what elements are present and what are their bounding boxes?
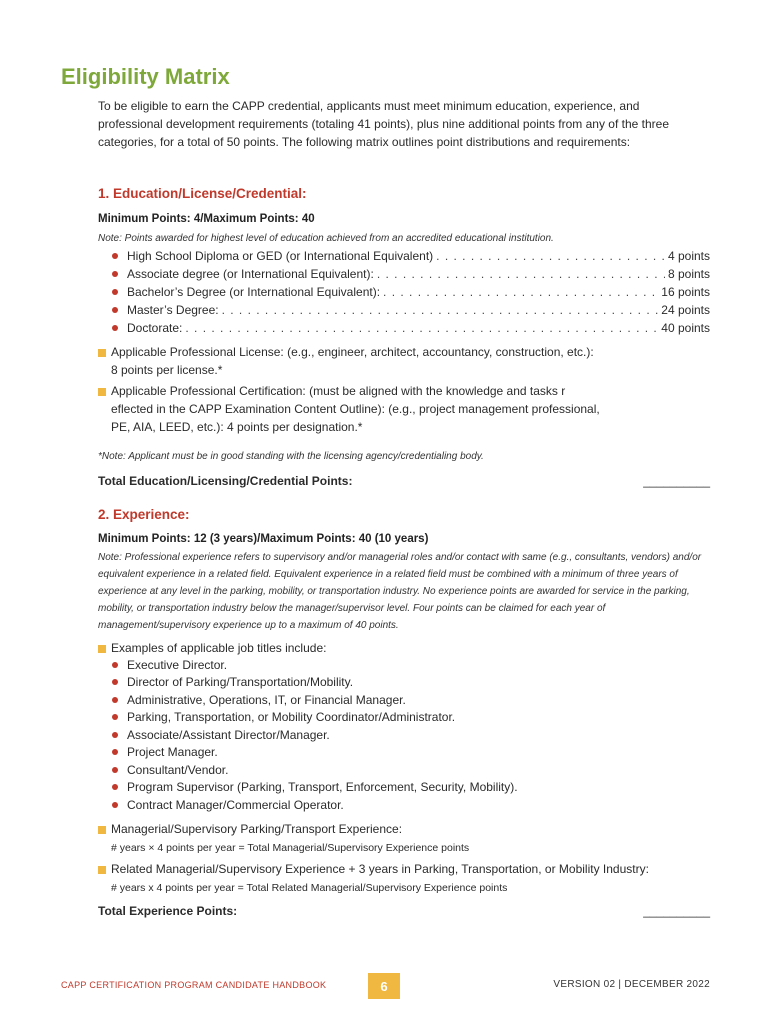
bullet-icon (112, 679, 118, 685)
list-item (112, 744, 518, 762)
list-item (112, 761, 518, 779)
bullet-icon (112, 784, 118, 790)
bullet-icon (112, 271, 118, 277)
list-item (112, 283, 710, 301)
item-label: Doctorate: (127, 321, 183, 335)
managerial-text (111, 820, 691, 857)
license-text (111, 343, 691, 379)
job-title: Administrative, Operations, IT, or Financial Manager. (127, 692, 406, 707)
page-title: Eligibility Matrix (61, 64, 230, 89)
item-points: 40 points (661, 321, 710, 335)
job-title: Project Manager. (127, 745, 218, 760)
bullet-icon (112, 662, 118, 668)
dot-leader (383, 285, 658, 299)
list-item (112, 265, 710, 283)
job-title: Contract Manager/Commercial Operator. (127, 797, 344, 812)
item-label: Master’s Degree: (127, 303, 219, 317)
examples-label: Examples of applicable job titles include: (111, 641, 327, 655)
footer-version: VERSION 02 | DECEMBER 2022 (553, 979, 710, 990)
dot-leader (436, 249, 665, 263)
list-item (112, 319, 710, 337)
experience-note: Note: Professional experience refers to supervisory and/or managerial roles and/or contact with same (e.g., consultants, vendors) and/or equivalent experience in a related field. Equivalent experience in a related field must be combined with a minimum of three years of experience at any level in the parking, mobility, or transportation industry. No experience points are awarded for service in the parking, mobility, or transportation industry below the manager/supervisor level. Four points can be claimed for each year of management/supervisory experience up to a maximum of 40 points. (98, 552, 702, 631)
bullet-icon (112, 307, 118, 313)
item-points: 16 points (661, 285, 710, 299)
job-title: Program Supervisor (Parking, Transport, Enforcement, Security, Mobility). (127, 780, 518, 795)
item-points: 24 points (661, 303, 710, 317)
job-title: Associate/Assistant Director/Manager. (127, 727, 330, 742)
bullet-icon (112, 767, 118, 773)
total-blank: __________ (643, 474, 710, 488)
job-title: Consultant/Vendor. (127, 762, 229, 777)
dot-leader (377, 267, 665, 281)
license-line: Applicable Professional License: (e.g., engineer, architect, accountancy, construction, etc.): (111, 345, 594, 359)
job-title: Executive Director. (127, 657, 228, 672)
certification-text (111, 382, 691, 436)
page-number: 6 (368, 973, 400, 999)
total-blank: __________ (643, 904, 710, 918)
list-item (112, 674, 518, 692)
bullet-icon (112, 253, 118, 259)
bullet-icon (112, 325, 118, 331)
cert-line: PE, AIA, LEED, etc.): 4 points per designation.* (111, 420, 363, 434)
license-line: 8 points per license.* (111, 363, 223, 377)
education-points-list (112, 247, 710, 337)
job-title: Parking, Transportation, or Mobility Coordinator/Administrator. (127, 710, 456, 725)
managerial-formula: # years × 4 points per year = Total Managerial/Supervisory Experience points (111, 842, 470, 854)
bullet-icon (112, 802, 118, 808)
list-item (112, 709, 518, 727)
education-note: Note: Points awarded for highest level of education achieved from an accredited educational institution. (98, 233, 554, 244)
standing-footnote: *Note: Applicant must be in good standing with the licensing agency/credentialing body. (98, 451, 484, 462)
related-formula: # years x 4 points per year = Total Related Managerial/Supervisory Experience points (111, 882, 508, 894)
total-label: Total Experience Points: (98, 904, 238, 918)
cert-line: eflected in the CAPP Examination Content Outline): (e.g., project management professional, (111, 402, 600, 416)
education-total (98, 474, 710, 488)
dot-leader (185, 321, 658, 335)
item-label: Bachelor’s Degree (or International Equivalent): (127, 285, 381, 299)
list-item (112, 726, 518, 744)
experience-heading: 2. Experience: (98, 507, 190, 522)
education-minmax: Minimum Points: 4/Maximum Points: 40 (98, 213, 315, 225)
square-bullet-icon (98, 388, 106, 396)
job-title: Director of Parking/Transportation/Mobility. (127, 675, 354, 690)
footer-handbook-title: CAPP CERTIFICATION PROGRAM CANDIDATE HANDBOOK (61, 980, 327, 990)
managerial-label: Managerial/Supervisory Parking/Transport Experience: (111, 822, 403, 836)
bullet-icon (112, 749, 118, 755)
item-label: High School Diploma or GED (or International Equivalent) (127, 249, 434, 263)
job-titles-list (112, 656, 518, 814)
bullet-icon (112, 289, 118, 295)
list-item (112, 779, 518, 797)
bullet-icon (112, 732, 118, 738)
square-bullet-icon (98, 826, 106, 834)
related-text (111, 860, 691, 897)
intro-paragraph: To be eligible to earn the CAPP credential, applicants must meet minimum education, experience, and professional development requirements (totaling 41 points), plus nine additional points from any of the three categories, for a total of 50 points. The following matrix outlines point distributions and requirements: (98, 99, 670, 150)
square-bullet-icon (98, 349, 106, 357)
square-bullet-icon (98, 645, 106, 653)
item-label: Associate degree (or International Equivalent): (127, 267, 374, 281)
cert-line: Applicable Professional Certification: (must be aligned with the knowledge and tasks r (111, 384, 566, 398)
related-label: Related Managerial/Supervisory Experience + 3 years in Parking, Transportation, or Mobility Industry: (111, 862, 649, 876)
list-item (112, 796, 518, 814)
list-item (112, 301, 710, 319)
item-points: 4 points (667, 249, 710, 263)
bullet-icon (112, 714, 118, 720)
education-heading: 1. Education/License/Credential: (98, 186, 307, 201)
item-points: 8 points (667, 267, 710, 281)
list-item (112, 247, 710, 265)
experience-total (98, 904, 710, 918)
square-bullet-icon (98, 866, 106, 874)
list-item (112, 656, 518, 674)
experience-minmax: Minimum Points: 12 (3 years)/Maximum Points: 40 (10 years) (98, 533, 429, 545)
total-label: Total Education/Licensing/Credential Points: (98, 474, 353, 488)
bullet-icon (112, 697, 118, 703)
dot-leader (222, 303, 659, 317)
list-item (112, 691, 518, 709)
